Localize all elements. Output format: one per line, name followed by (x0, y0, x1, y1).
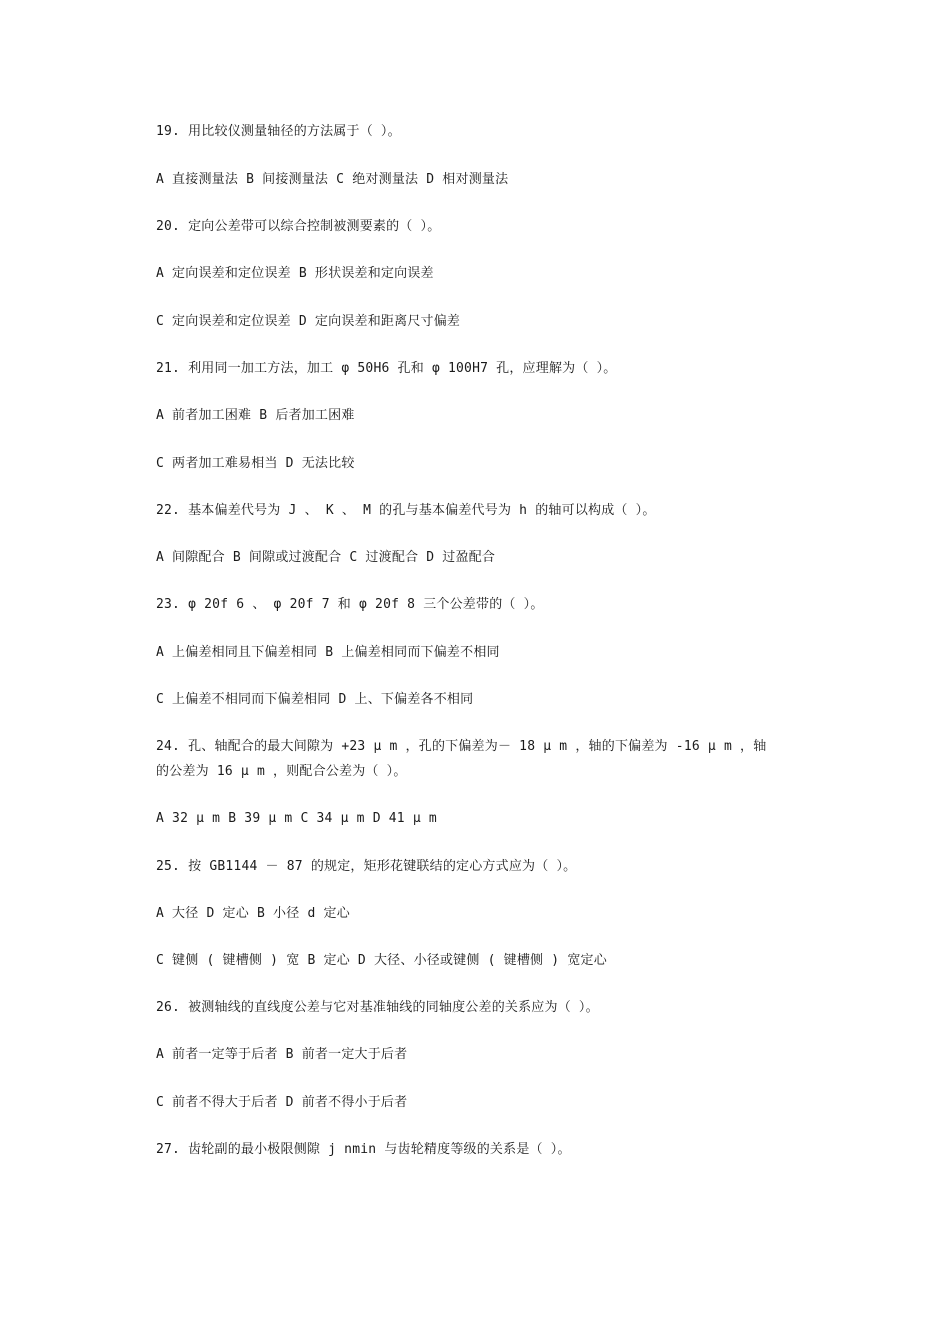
question-22: 22. 基本偏差代号为 J 、 K 、 M 的孔与基本偏差代号为 h 的轴可以构成（ ）。 (156, 503, 656, 518)
question-21: 21. 利用同一加工方法，加工 φ 50H6 孔和 φ 100H7 孔，应理解为（ ）。 (156, 361, 617, 376)
options-25-cd: C 键侧 ( 键槽侧 ) 宽 B 定心 D 大径、小径或键侧 ( 键槽侧 ) 宽定心 (156, 953, 607, 968)
question-20: 20. 定向公差带可以综合控制被测要素的（ ）。 (156, 219, 441, 234)
question-23: 23. φ 20f 6 、 φ 20f 7 和 φ 20f 8 三个公差带的（ ）。 (156, 597, 544, 612)
question-24-line-1: 24. 孔、轴配合的最大间隙为 +23 μ m ，孔的下偏差为－ 18 μ m ，轴的下偏差为 -16 μ m ，轴 (156, 739, 767, 754)
options-26-ab: A 前者一定等于后者 B 前者一定大于后者 (156, 1047, 408, 1062)
question-26: 26. 被测轴线的直线度公差与它对基准轴线的同轴度公差的关系应为（ ）。 (156, 1000, 599, 1015)
question-19: 19. 用比较仪测量轴径的方法属于（ ）。 (156, 124, 401, 139)
options-19: A 直接测量法 B 间接测量法 C 绝对测量法 D 相对测量法 (156, 172, 509, 187)
options-24: A 32 μ m B 39 μ m C 34 μ m D 41 μ m (156, 811, 437, 826)
options-23-cd: C 上偏差不相同而下偏差相同 D 上、下偏差各不相同 (156, 692, 474, 707)
options-20-cd: C 定向误差和定位误差 D 定向误差和距离尺寸偏差 (156, 314, 461, 329)
options-26-cd: C 前者不得大于后者 D 前者不得小于后者 (156, 1095, 408, 1110)
options-22: A 间隙配合 B 间隙或过渡配合 C 过渡配合 D 过盈配合 (156, 550, 496, 565)
options-21-cd: C 两者加工难易相当 D 无法比较 (156, 456, 355, 471)
options-20-ab: A 定向误差和定位误差 B 形状误差和定向误差 (156, 266, 434, 281)
question-24-line-2: 的公差为 16 μ m ，则配合公差为（ ）。 (156, 764, 407, 779)
options-23-ab: A 上偏差相同且下偏差相同 B 上偏差相同而下偏差不相同 (156, 645, 500, 660)
question-27: 27. 齿轮副的最小极限侧隙 j nmin 与齿轮精度等级的关系是（ ）。 (156, 1142, 571, 1157)
question-25: 25. 按 GB1144 － 87 的规定，矩形花键联结的定心方式应为（ ）。 (156, 859, 577, 874)
options-21-ab: A 前者加工困难 B 后者加工困难 (156, 408, 355, 423)
options-25-ab: A 大径 D 定心 B 小径 d 定心 (156, 906, 350, 921)
